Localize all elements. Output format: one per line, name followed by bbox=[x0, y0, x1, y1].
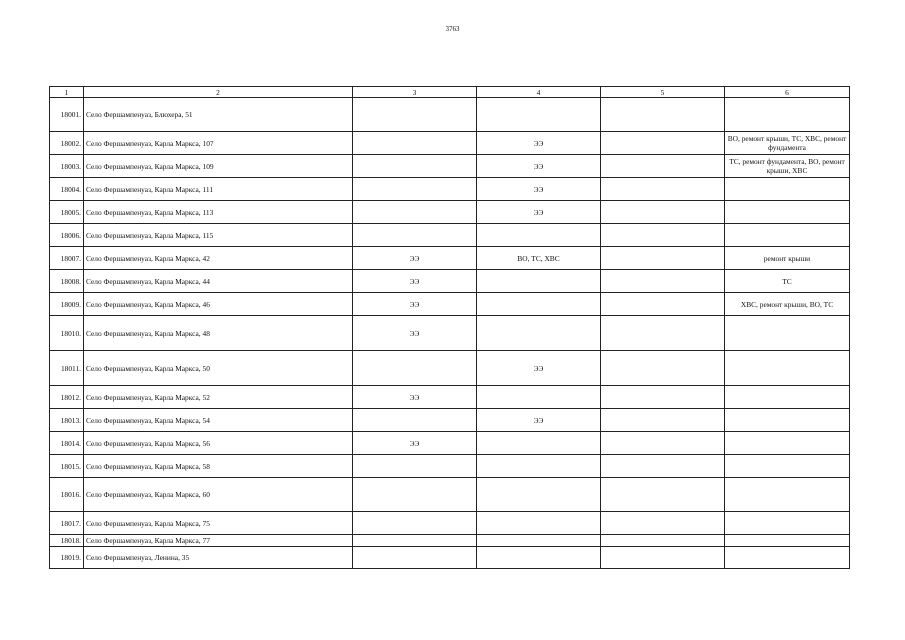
table-row bbox=[50, 547, 850, 569]
table-row bbox=[50, 455, 850, 478]
cell-col-4 bbox=[477, 386, 601, 409]
cell-col-6 bbox=[725, 178, 850, 201]
table-row bbox=[50, 201, 850, 224]
cell-col-5 bbox=[601, 409, 725, 432]
cell-col-4: ЭЭ bbox=[477, 409, 601, 432]
cell-address: Село Фершампенуаз, Карла Маркса, 60 bbox=[84, 478, 353, 512]
cell-address: Село Фершампенуаз, Карла Маркса, 42 bbox=[84, 247, 353, 270]
cell-col-5 bbox=[601, 535, 725, 547]
cell-col-4: ЭЭ bbox=[477, 351, 601, 386]
cell-col-6 bbox=[725, 478, 850, 512]
cell-col-3: ЭЭ bbox=[353, 270, 477, 293]
cell-number: 18014. bbox=[50, 432, 84, 455]
table-row bbox=[50, 178, 850, 201]
cell-col-6 bbox=[725, 535, 850, 547]
cell-col-4 bbox=[477, 547, 601, 569]
cell-number: 18005. bbox=[50, 201, 84, 224]
cell-col-4: ЭЭ bbox=[477, 155, 601, 178]
cell-number: 18018. bbox=[50, 535, 84, 547]
cell-number: 18017. bbox=[50, 512, 84, 535]
cell-col-5 bbox=[601, 201, 725, 224]
col-header-3: 3 bbox=[353, 87, 477, 98]
cell-address: Село Фершампенуаз, Карла Маркса, 111 bbox=[84, 178, 353, 201]
cell-address: Село Фершампенуаз, Карла Маркса, 54 bbox=[84, 409, 353, 432]
cell-address: Село Фершампенуаз, Карла Маркса, 58 bbox=[84, 455, 353, 478]
cell-address: Село Фершампенуаз, Карла Маркса, 50 bbox=[84, 351, 353, 386]
table-row bbox=[50, 247, 850, 270]
cell-col-3 bbox=[353, 155, 477, 178]
cell-col-3 bbox=[353, 98, 477, 132]
cell-col-6: ТС bbox=[725, 270, 850, 293]
cell-col-6: ВО, ремонт крыши, ТС, ХВС, ремонт фундамента bbox=[725, 132, 850, 155]
cell-col-3 bbox=[353, 201, 477, 224]
cell-number: 18007. bbox=[50, 247, 84, 270]
cell-number: 18010. bbox=[50, 316, 84, 351]
cell-col-6 bbox=[725, 98, 850, 132]
table-row bbox=[50, 432, 850, 455]
cell-col-3 bbox=[353, 351, 477, 386]
cell-col-3 bbox=[353, 224, 477, 247]
cell-number: 18004. bbox=[50, 178, 84, 201]
cell-col-3 bbox=[353, 512, 477, 535]
cell-col-4 bbox=[477, 432, 601, 455]
cell-col-4 bbox=[477, 98, 601, 132]
register-table bbox=[49, 86, 850, 569]
cell-number: 18011. bbox=[50, 351, 84, 386]
cell-col-5 bbox=[601, 293, 725, 316]
header-row bbox=[50, 87, 850, 98]
table-row bbox=[50, 132, 850, 155]
cell-number: 18012. bbox=[50, 386, 84, 409]
cell-col-5 bbox=[601, 512, 725, 535]
cell-col-4 bbox=[477, 535, 601, 547]
cell-col-4 bbox=[477, 270, 601, 293]
cell-col-6: ТС, ремонт фундамента, ВО, ремонт крыши, ХВС bbox=[725, 155, 850, 178]
col-header-1: 1 bbox=[50, 87, 84, 98]
cell-address: Село Фершампенуаз, Карла Маркса, 109 bbox=[84, 155, 353, 178]
table-row bbox=[50, 224, 850, 247]
cell-col-5 bbox=[601, 178, 725, 201]
cell-address: Село Фершампенуаз, Карла Маркса, 77 bbox=[84, 535, 353, 547]
cell-col-6 bbox=[725, 409, 850, 432]
cell-col-3 bbox=[353, 547, 477, 569]
cell-col-5 bbox=[601, 247, 725, 270]
cell-address: Село Фершампенуаз, Блюхера, 51 bbox=[84, 98, 353, 132]
table-row bbox=[50, 293, 850, 316]
table-row bbox=[50, 386, 850, 409]
cell-col-4 bbox=[477, 455, 601, 478]
cell-col-5 bbox=[601, 547, 725, 569]
cell-col-6 bbox=[725, 316, 850, 351]
cell-col-3: ЭЭ bbox=[353, 432, 477, 455]
cell-col-3: ЭЭ bbox=[353, 293, 477, 316]
table-row bbox=[50, 478, 850, 512]
table-row bbox=[50, 98, 850, 132]
cell-address: Село Фершампенуаз, Карла Маркса, 107 bbox=[84, 132, 353, 155]
cell-address: Село Фершампенуаз, Карла Маркса, 46 bbox=[84, 293, 353, 316]
cell-address: Село Фершампенуаз, Ленина, 35 bbox=[84, 547, 353, 569]
cell-col-4: ЭЭ bbox=[477, 132, 601, 155]
col-header-5: 5 bbox=[601, 87, 725, 98]
cell-address: Село Фершампенуаз, Карла Маркса, 75 bbox=[84, 512, 353, 535]
cell-col-6 bbox=[725, 201, 850, 224]
cell-col-5 bbox=[601, 351, 725, 386]
cell-col-5 bbox=[601, 155, 725, 178]
cell-col-4 bbox=[477, 478, 601, 512]
cell-col-6 bbox=[725, 512, 850, 535]
cell-address: Село Фершампенуаз, Карла Маркса, 56 bbox=[84, 432, 353, 455]
cell-col-3: ЭЭ bbox=[353, 386, 477, 409]
table-row bbox=[50, 155, 850, 178]
cell-col-3 bbox=[353, 178, 477, 201]
cell-col-6 bbox=[725, 432, 850, 455]
cell-number: 18013. bbox=[50, 409, 84, 432]
table-row bbox=[50, 409, 850, 432]
cell-number: 18002. bbox=[50, 132, 84, 155]
table-row bbox=[50, 316, 850, 351]
cell-col-5 bbox=[601, 432, 725, 455]
cell-col-3 bbox=[353, 455, 477, 478]
cell-col-4 bbox=[477, 224, 601, 247]
cell-col-3 bbox=[353, 535, 477, 547]
cell-col-4 bbox=[477, 293, 601, 316]
cell-col-5 bbox=[601, 224, 725, 247]
cell-address: Село Фершампенуаз, Карла Маркса, 52 bbox=[84, 386, 353, 409]
cell-col-3 bbox=[353, 478, 477, 512]
cell-col-3 bbox=[353, 132, 477, 155]
cell-col-3: ЭЭ bbox=[353, 316, 477, 351]
cell-col-6: ХВС, ремонт крыши, ВО, ТС bbox=[725, 293, 850, 316]
cell-address: Село Фершампенуаз, Карла Маркса, 113 bbox=[84, 201, 353, 224]
cell-col-5 bbox=[601, 478, 725, 512]
cell-number: 18006. bbox=[50, 224, 84, 247]
col-header-6: 6 bbox=[725, 87, 850, 98]
cell-address: Село Фершампенуаз, Карла Маркса, 48 bbox=[84, 316, 353, 351]
cell-col-3: ЭЭ bbox=[353, 247, 477, 270]
cell-col-6 bbox=[725, 351, 850, 386]
cell-number: 18016. bbox=[50, 478, 84, 512]
cell-col-6 bbox=[725, 455, 850, 478]
cell-col-4 bbox=[477, 316, 601, 351]
cell-col-6 bbox=[725, 386, 850, 409]
table-row bbox=[50, 270, 850, 293]
cell-col-5 bbox=[601, 386, 725, 409]
cell-col-5 bbox=[601, 316, 725, 351]
cell-col-6 bbox=[725, 547, 850, 569]
col-header-2: 2 bbox=[84, 87, 353, 98]
cell-number: 18009. bbox=[50, 293, 84, 316]
cell-col-3 bbox=[353, 409, 477, 432]
cell-col-6 bbox=[725, 224, 850, 247]
col-header-4: 4 bbox=[477, 87, 601, 98]
cell-col-5 bbox=[601, 132, 725, 155]
cell-col-5 bbox=[601, 455, 725, 478]
cell-col-4: ЭЭ bbox=[477, 178, 601, 201]
cell-col-5 bbox=[601, 270, 725, 293]
cell-col-4 bbox=[477, 512, 601, 535]
cell-col-4: ЭЭ bbox=[477, 201, 601, 224]
cell-number: 18008. bbox=[50, 270, 84, 293]
page-number: 3763 bbox=[445, 25, 460, 33]
cell-col-6: ремонт крыши bbox=[725, 247, 850, 270]
cell-address: Село Фершампенуаз, Карла Маркса, 115 bbox=[84, 224, 353, 247]
table-row bbox=[50, 512, 850, 535]
cell-col-5 bbox=[601, 98, 725, 132]
table-row bbox=[50, 535, 850, 547]
cell-number: 18001. bbox=[50, 98, 84, 132]
cell-number: 18003. bbox=[50, 155, 84, 178]
table-row bbox=[50, 351, 850, 386]
cell-col-4: ВО, ТС, ХВС bbox=[477, 247, 601, 270]
cell-number: 18019. bbox=[50, 547, 84, 569]
cell-number: 18015. bbox=[50, 455, 84, 478]
cell-address: Село Фершампенуаз, Карла Маркса, 44 bbox=[84, 270, 353, 293]
